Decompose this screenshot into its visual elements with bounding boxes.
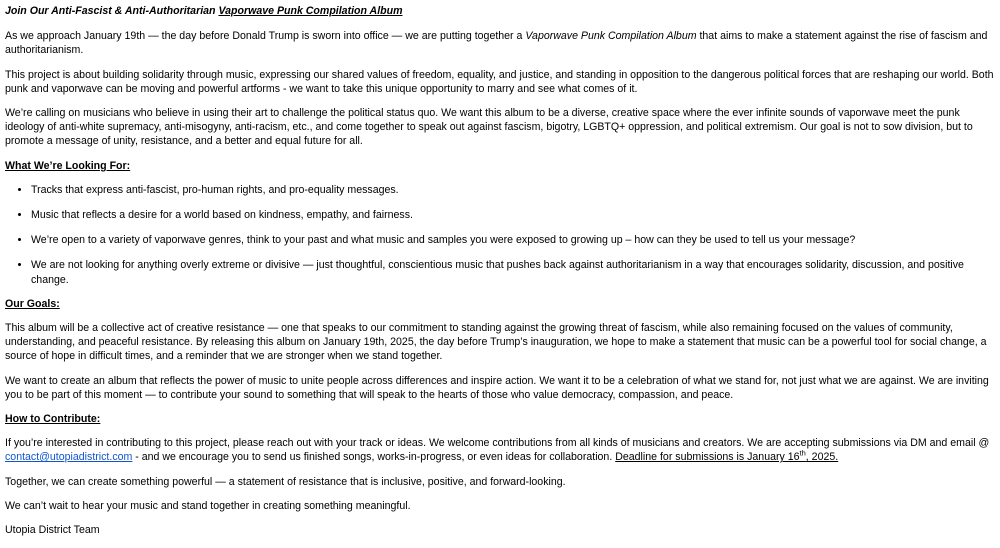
goals-paragraph-1: This album will be a collective act of creative resistance — one that speaks to our commitment to standing against the growing threat of fascism, while also remaining focused on the values of community, understanding, and peaceful resistance. By releasing this album on January 19th, 2025, the day before Trump’s inauguration, we hope to make a statement that music can be a powerful tool for social change, a source of hope in difficult times, and a reminder that we are stronger when we stand together. [5, 322, 987, 363]
signature: Utopia District Team [5, 524, 100, 537]
contribute-heading: How to Contribute: [5, 413, 101, 426]
intro-paragraph-3: We’re calling on musicians who believe in using their art to challenge the political status quo. We want this album to be a diverse, creative space where the ever infinite sounds of vaporwave meet the punk ideology of anti-white supremacy, anti-misogyny, anti-racism, etc., and come together to speak out against fascism, bigotry, LGBTQ+ oppression, and political extremism. Our goal is not to sow division, but to promote a message of unity, resistance, and a better and equal future for all. [5, 107, 973, 148]
list-item: • Tracks that express anti-fascist, pro-human rights, and pro-equality messages. [31, 183, 994, 197]
intro-text-before: As we approach January 19th — the day before Donald Trump is sworn into office — we are putting together a [5, 30, 526, 43]
title-prefix: Join Our Anti-Fascist & Anti-Authoritarian [5, 5, 219, 17]
looking-for-heading: What We’re Looking For: [5, 159, 131, 172]
title-album-name: Vaporwave Punk Compilation Album [218, 5, 403, 17]
contact-email-link[interactable]: contact@utopiadistrict.com [5, 451, 133, 464]
deadline-ordinal: th [799, 448, 806, 458]
intro-album-name: Vaporwave Punk Compilation Album [525, 30, 697, 43]
intro-paragraph-1 [5, 29, 994, 57]
deadline-text: Deadline for submissions is January 16 [615, 451, 800, 464]
looking-for-list [5, 183, 994, 287]
deadline-year: , 2025. [805, 451, 839, 464]
contribute-text-middle: - and we encourage you to send us finished songs, works-in-progress, or even ideas for collaboration. [132, 451, 616, 464]
intro-text-after: that aims to make a statement against the rise of fascism and authoritarianism. [5, 30, 988, 57]
closing-paragraph-1: Together, we can create something powerful — a statement of resistance that is inclusive, positive, and forward-looking. [5, 475, 566, 488]
list-item: • Music that reflects a desire for a world based on kindness, empathy, and fairness. [31, 208, 994, 222]
submission-deadline [615, 448, 839, 464]
goals-heading: Our Goals: [5, 297, 60, 310]
list-item: • We’re open to a variety of vaporwave genres, think to your past and what music and samples you were exposed to growing up – how can they be used to tell us your message? [31, 233, 994, 247]
closing-paragraph-2: We can’t wait to hear your music and stand together in creating something meaningful. [5, 499, 411, 512]
intro-paragraph-2: This project is about building solidarity through music, expressing our shared values of freedom, equality, and justice, and standing in opposition to the dangerous political forces that are reshaping our world. Both punk and vaporwave can be moving and powerful artforms - we want to take this unique opportunity to marry and see what comes of it. [5, 68, 994, 95]
document-title [5, 4, 994, 18]
contribute-paragraph [5, 436, 994, 464]
contribute-text-before: If you’re interested in contributing to this project, please reach out with your track or ideas. We welcome contributions from all kinds of musicians and creators. We are accepting submissions via DM and email @ [5, 437, 990, 450]
list-item: • We are not looking for anything overly extreme or divisive — just thoughtful, conscientious music that pushes back against authoritarianism in a way that encourages solidarity, discussion, and positive change. [31, 258, 994, 286]
goals-paragraph-2: We want to create an album that reflects the power of music to unite people across differences and inspire action. We want it to be a celebration of what we stand for, not just what we are against. We are inviting you to be part of this moment — to contribute your sound to something that will speak to the hearts of those who value democracy, compassion, and peace. [5, 374, 989, 401]
